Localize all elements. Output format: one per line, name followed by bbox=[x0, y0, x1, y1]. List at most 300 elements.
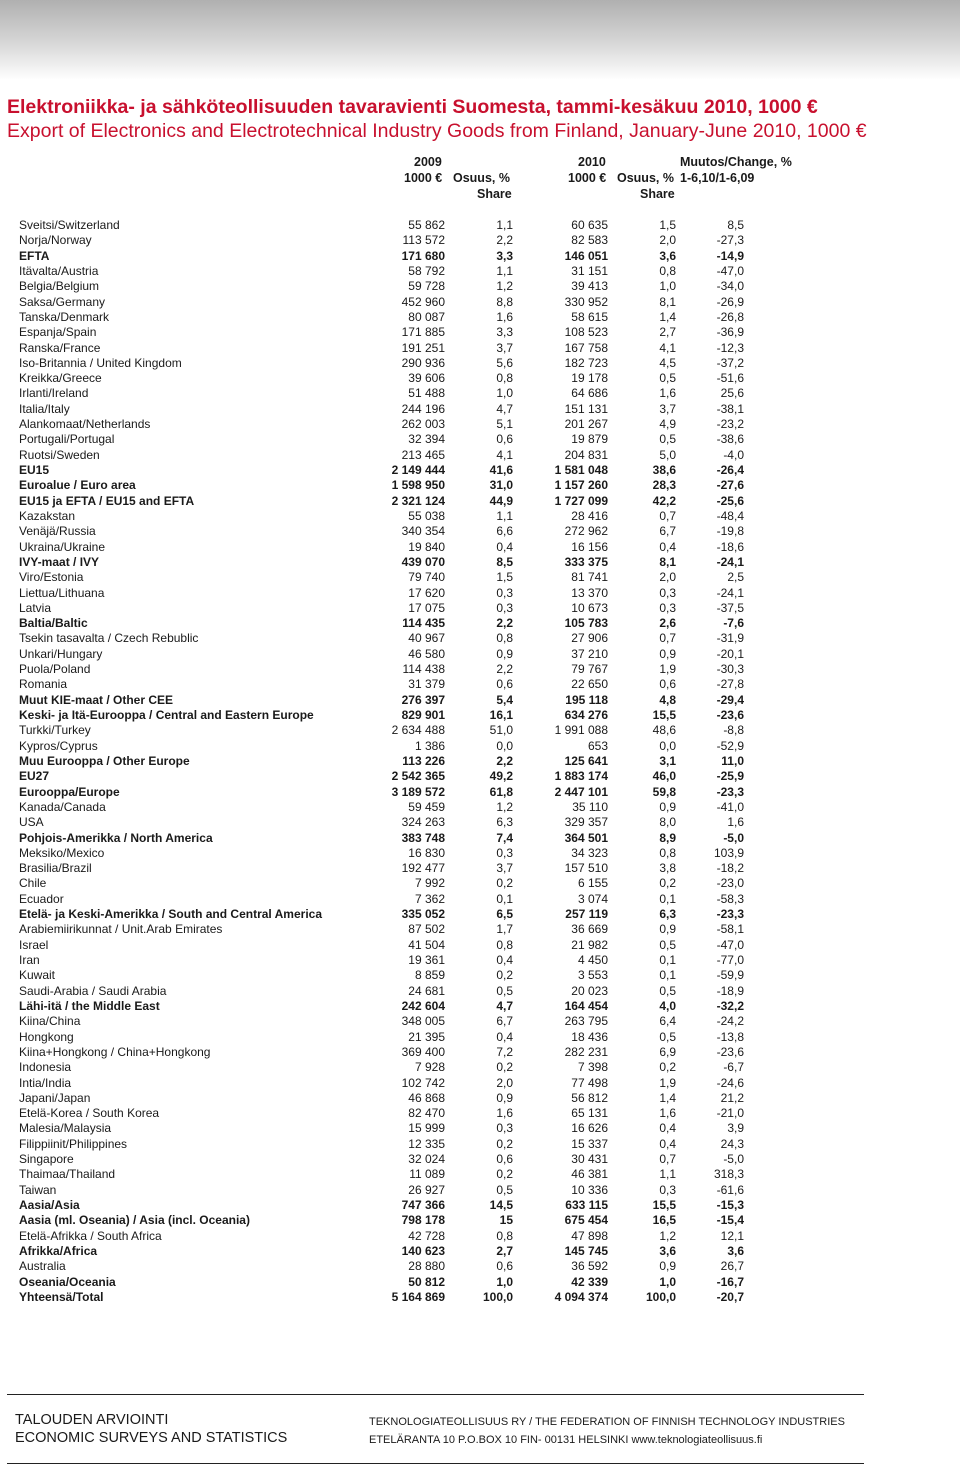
country-name: Venäjä/Russia bbox=[19, 524, 96, 539]
change-percent: 8,5 bbox=[727, 218, 744, 232]
table-row bbox=[0, 1167, 960, 1182]
change-percent: 318,3 bbox=[713, 1167, 744, 1182]
table-row bbox=[0, 1213, 960, 1228]
change-percent: -37,2 bbox=[716, 355, 744, 370]
country-name: Sveitsi/Switzerland bbox=[19, 218, 120, 232]
value-2009: 79 740 bbox=[408, 570, 445, 585]
share-2009: 44,9 bbox=[489, 493, 513, 508]
table-row bbox=[0, 1183, 960, 1198]
value-2009: 242 604 bbox=[401, 998, 445, 1013]
value-2010: 19 879 bbox=[571, 432, 608, 447]
share-2010: 3,8 bbox=[659, 861, 676, 876]
share-2009: 6,5 bbox=[496, 907, 513, 922]
share-2009: 0,2 bbox=[496, 1060, 513, 1075]
country-name: Tsekin tasavalta / Czech Rebublic bbox=[19, 631, 199, 646]
value-2009: 24 681 bbox=[408, 983, 445, 998]
share-2009: 15 bbox=[499, 1213, 513, 1228]
country-name: Taiwan bbox=[19, 1182, 57, 1197]
table-row bbox=[0, 356, 960, 371]
value-2009: 39 606 bbox=[408, 371, 445, 386]
header-share-fi-2009: Osuus, % bbox=[453, 171, 510, 185]
change-percent: 1,6 bbox=[727, 815, 744, 830]
value-2009: 7 992 bbox=[414, 876, 445, 891]
value-2010: 3 553 bbox=[577, 968, 608, 983]
value-2010: 201 267 bbox=[564, 417, 608, 432]
share-2010: 1,6 bbox=[659, 1106, 676, 1121]
table-row bbox=[0, 1137, 960, 1152]
footer-dept-en: ECONOMIC SURVEYS AND STATISTICS bbox=[15, 1430, 288, 1446]
country-name: Kanada/Canada bbox=[19, 799, 106, 814]
table-row bbox=[0, 1244, 960, 1259]
share-2009: 0,4 bbox=[496, 539, 513, 554]
table-row bbox=[0, 341, 960, 356]
share-2010: 0,6 bbox=[659, 677, 676, 692]
share-2010: 0,5 bbox=[659, 937, 676, 952]
country-name: Intia/India bbox=[19, 1075, 72, 1090]
share-2009: 6,6 bbox=[496, 524, 513, 539]
table-row bbox=[0, 769, 960, 784]
table-row bbox=[0, 601, 960, 616]
share-2010: 1,5 bbox=[659, 218, 676, 232]
document-titles bbox=[7, 95, 867, 143]
country-name: Lähi-itä / the Middle East bbox=[19, 998, 160, 1013]
share-2009: 51,0 bbox=[489, 723, 513, 738]
change-percent: -18,2 bbox=[716, 861, 744, 876]
change-percent: -48,4 bbox=[716, 508, 744, 523]
table-row bbox=[0, 478, 960, 493]
change-percent: -14,9 bbox=[716, 248, 744, 263]
share-2010: 100,0 bbox=[645, 1289, 676, 1304]
value-2010: 653 bbox=[587, 738, 608, 753]
country-name: USA bbox=[19, 815, 44, 830]
share-2009: 0,2 bbox=[496, 1136, 513, 1151]
value-2009: 50 812 bbox=[408, 1274, 445, 1289]
share-2010: 6,4 bbox=[659, 1014, 676, 1029]
value-2010: 16 156 bbox=[571, 539, 608, 554]
value-2010: 151 131 bbox=[564, 401, 608, 416]
country-name: Irlanti/Ireland bbox=[19, 386, 89, 401]
change-percent: -21,0 bbox=[716, 1106, 744, 1121]
share-2009: 4,1 bbox=[496, 447, 513, 462]
share-2009: 4,7 bbox=[496, 998, 513, 1013]
share-2010: 0,2 bbox=[659, 1060, 676, 1075]
table-row bbox=[0, 754, 960, 769]
share-2010: 0,5 bbox=[659, 1029, 676, 1044]
table-row bbox=[0, 677, 960, 692]
change-percent: -26,9 bbox=[716, 294, 744, 309]
table-row bbox=[0, 555, 960, 570]
share-2010: 2,6 bbox=[659, 616, 676, 631]
value-2009: 55 862 bbox=[408, 218, 445, 232]
table-row bbox=[0, 218, 960, 233]
share-2010: 4,0 bbox=[659, 998, 676, 1013]
table-row bbox=[0, 631, 960, 646]
change-percent: -59,9 bbox=[716, 968, 744, 983]
value-2010: 1 157 260 bbox=[554, 478, 608, 493]
value-2010: 329 357 bbox=[564, 815, 608, 830]
value-2009: 17 075 bbox=[408, 600, 445, 615]
country-name: Alankomaat/Netherlands bbox=[19, 417, 151, 432]
value-2009: 17 620 bbox=[408, 585, 445, 600]
value-2010: 37 210 bbox=[571, 646, 608, 661]
country-name: Ecuador bbox=[19, 891, 64, 906]
change-percent: -12,3 bbox=[716, 340, 744, 355]
share-2009: 3,3 bbox=[496, 248, 513, 263]
footer-left bbox=[15, 1411, 287, 1447]
value-2010: 1 727 099 bbox=[554, 493, 608, 508]
share-2009: 41,6 bbox=[489, 463, 513, 477]
country-name: Keski- ja Itä-Eurooppa / Central and Eastern Europe bbox=[19, 708, 314, 722]
country-name: Israel bbox=[19, 937, 49, 952]
value-2009: 55 038 bbox=[408, 508, 445, 523]
change-percent: -51,6 bbox=[716, 371, 744, 386]
change-percent: -25,9 bbox=[716, 769, 744, 784]
share-2010: 15,5 bbox=[652, 1198, 676, 1212]
share-2010: 0,1 bbox=[659, 968, 676, 983]
table-row bbox=[0, 953, 960, 968]
value-2009: 2 149 444 bbox=[391, 463, 445, 477]
share-2009: 31,0 bbox=[489, 478, 513, 493]
value-2010: 4 094 374 bbox=[554, 1289, 608, 1304]
share-2010: 6,9 bbox=[659, 1044, 676, 1059]
share-2009: 1,0 bbox=[496, 386, 513, 401]
change-percent: -26,8 bbox=[716, 309, 744, 324]
value-2010: 16 626 bbox=[571, 1121, 608, 1136]
value-2009: 383 748 bbox=[401, 830, 445, 845]
country-name: Romania bbox=[19, 677, 68, 692]
country-name: Ukraina/Ukraine bbox=[19, 539, 106, 554]
value-2010: 79 767 bbox=[571, 662, 608, 677]
change-percent: -6,7 bbox=[723, 1060, 744, 1075]
country-name: Arabiemiirikunnat / Unit.Arab Emirates bbox=[19, 922, 223, 937]
country-name: Afrikka/Africa bbox=[19, 1243, 98, 1258]
share-2010: 38,6 bbox=[652, 463, 676, 477]
table-row bbox=[0, 708, 960, 723]
share-2010: 3,7 bbox=[659, 401, 676, 416]
share-2010: 0,3 bbox=[659, 600, 676, 615]
change-percent: -47,0 bbox=[716, 263, 744, 278]
table-row bbox=[0, 815, 960, 830]
table-row bbox=[0, 1106, 960, 1121]
share-2010: 0,8 bbox=[659, 845, 676, 860]
change-percent: -23,6 bbox=[716, 708, 744, 722]
share-2010: 1,1 bbox=[659, 1167, 676, 1182]
change-percent: -23,6 bbox=[716, 1044, 744, 1059]
table-row bbox=[0, 723, 960, 738]
value-2010: 146 051 bbox=[564, 248, 608, 263]
value-2009: 340 354 bbox=[401, 524, 445, 539]
table-row bbox=[0, 448, 960, 463]
country-name: Viro/Estonia bbox=[19, 570, 84, 585]
table-row bbox=[0, 1275, 960, 1290]
share-2009: 8,8 bbox=[496, 294, 513, 309]
change-percent: -23,3 bbox=[716, 907, 744, 922]
share-2010: 0,9 bbox=[659, 1259, 676, 1274]
value-2009: 439 070 bbox=[401, 554, 445, 569]
value-2009: 28 880 bbox=[408, 1259, 445, 1274]
change-percent: -25,6 bbox=[716, 493, 744, 508]
value-2009: 41 504 bbox=[408, 937, 445, 952]
country-name: Singapore bbox=[19, 1152, 74, 1167]
share-2010: 28,3 bbox=[652, 478, 676, 493]
country-name: Aasia (ml. Oseania) / Asia (incl. Oceania) bbox=[19, 1213, 250, 1228]
value-2009: 140 623 bbox=[401, 1243, 445, 1258]
value-2010: 31 151 bbox=[571, 263, 608, 278]
change-percent: -30,3 bbox=[716, 662, 744, 677]
table-row bbox=[0, 907, 960, 922]
value-2010: 125 641 bbox=[564, 753, 608, 768]
table-row bbox=[0, 1014, 960, 1029]
change-percent: -23,3 bbox=[716, 784, 744, 799]
table-row bbox=[0, 1060, 960, 1075]
value-2010: 35 110 bbox=[572, 799, 608, 814]
share-2009: 2,2 bbox=[496, 662, 513, 677]
country-name: Kiina+Hongkong / China+Hongkong bbox=[19, 1044, 211, 1059]
value-2010: 272 962 bbox=[564, 524, 608, 539]
share-2010: 0,9 bbox=[659, 799, 676, 814]
value-2010: 4 450 bbox=[577, 953, 608, 967]
share-2010: 2,7 bbox=[659, 325, 676, 340]
table-row bbox=[0, 494, 960, 509]
country-name: EU15 bbox=[19, 463, 50, 477]
share-2009: 61,8 bbox=[489, 784, 513, 799]
share-2010: 0,2 bbox=[659, 876, 676, 891]
table-row bbox=[0, 1290, 960, 1305]
country-name: Meksiko/Mexico bbox=[19, 845, 105, 860]
share-2010: 3,1 bbox=[659, 753, 676, 768]
value-2009: 87 502 bbox=[408, 922, 445, 937]
share-2009: 8,5 bbox=[496, 554, 513, 569]
share-2009: 5,4 bbox=[496, 692, 513, 707]
country-name: Latvia bbox=[19, 600, 52, 615]
table-row bbox=[0, 509, 960, 524]
value-2009: 58 792 bbox=[408, 263, 445, 278]
value-2009: 2 321 124 bbox=[391, 493, 445, 508]
value-2009: 12 335 bbox=[408, 1136, 445, 1151]
share-2010: 0,7 bbox=[659, 631, 676, 646]
share-2010: 42,2 bbox=[652, 493, 676, 508]
value-2010: 58 615 bbox=[571, 309, 608, 324]
value-2010: 108 523 bbox=[564, 325, 608, 340]
share-2009: 1,1 bbox=[496, 508, 513, 523]
share-2009: 1,1 bbox=[496, 263, 513, 278]
footer-address: ETELÄRANTA 10 P.O.BOX 10 FIN- 00131 HELSINKI www.teknologiateollisuus.fi bbox=[369, 1434, 763, 1446]
table-row bbox=[0, 1198, 960, 1213]
share-2009: 4,7 bbox=[496, 401, 513, 416]
country-name: Kypros/Cyprus bbox=[19, 738, 98, 753]
value-2009: 114 435 bbox=[402, 616, 445, 631]
value-2009: 32 394 bbox=[408, 432, 445, 447]
value-2010: 257 119 bbox=[565, 907, 608, 922]
change-percent: -26,4 bbox=[716, 463, 744, 477]
change-percent: -58,3 bbox=[716, 891, 744, 906]
share-2009: 1,1 bbox=[496, 218, 513, 232]
value-2010: 263 795 bbox=[564, 1014, 608, 1029]
value-2009: 59 728 bbox=[408, 279, 445, 294]
share-2010: 1,4 bbox=[659, 1090, 676, 1105]
table-row bbox=[0, 1121, 960, 1136]
title-finnish: Elektroniikka- ja sähköteollisuuden tavaravienti Suomesta, tammi-kesäkuu 2010, 1000 € bbox=[7, 96, 818, 118]
change-percent: -5,0 bbox=[723, 830, 744, 845]
country-name: Euroalue / Euro area bbox=[19, 478, 136, 493]
share-2009: 0,1 bbox=[496, 891, 513, 906]
change-percent: -18,9 bbox=[716, 983, 744, 998]
value-2010: 1 883 174 bbox=[554, 769, 608, 784]
share-2010: 0,7 bbox=[659, 1152, 676, 1167]
change-percent: -16,7 bbox=[716, 1274, 744, 1289]
share-2009: 1,6 bbox=[496, 309, 513, 324]
header-period: 1-6,10/1-6,09 bbox=[680, 171, 755, 185]
change-percent: 26,7 bbox=[720, 1259, 744, 1274]
value-2010: 634 276 bbox=[564, 708, 608, 722]
share-2009: 0,4 bbox=[496, 1029, 513, 1044]
share-2010: 8,0 bbox=[659, 815, 676, 830]
table-row bbox=[0, 861, 960, 876]
table-row bbox=[0, 310, 960, 325]
change-percent: 21,2 bbox=[720, 1090, 744, 1105]
change-percent: -36,9 bbox=[716, 325, 744, 340]
table-row bbox=[0, 264, 960, 279]
value-2009: 15 999 bbox=[408, 1121, 445, 1136]
country-name: Malesia/Malaysia bbox=[19, 1121, 112, 1136]
value-2010: 164 454 bbox=[564, 998, 608, 1013]
share-2009: 2,2 bbox=[496, 753, 513, 768]
country-name: Saksa/Germany bbox=[19, 294, 106, 309]
share-2009: 0,6 bbox=[496, 1152, 513, 1167]
table-row bbox=[0, 892, 960, 907]
table-row bbox=[0, 1152, 960, 1167]
share-2010: 6,7 bbox=[659, 524, 676, 539]
share-2009: 2,0 bbox=[496, 1075, 513, 1090]
value-2009: 26 927 bbox=[408, 1182, 445, 1197]
header-change: Muutos/Change, % bbox=[680, 155, 792, 169]
value-2009: 8 859 bbox=[414, 968, 445, 983]
value-2010: 2 447 101 bbox=[554, 784, 608, 799]
country-name: Norja/Norway bbox=[19, 233, 92, 248]
change-percent: -15,4 bbox=[716, 1213, 744, 1228]
value-2010: 36 592 bbox=[571, 1259, 608, 1274]
change-percent: -13,8 bbox=[716, 1029, 744, 1044]
value-2010: 282 231 bbox=[564, 1044, 608, 1059]
share-2010: 0,5 bbox=[659, 432, 676, 447]
value-2010: 19 178 bbox=[571, 371, 608, 386]
value-2009: 80 087 bbox=[408, 309, 445, 324]
share-2009: 5,6 bbox=[496, 355, 513, 370]
country-name: Italia/Italy bbox=[19, 401, 70, 416]
table-row bbox=[0, 432, 960, 447]
share-2009: 1,5 bbox=[496, 570, 513, 585]
value-2009: 7 362 bbox=[414, 891, 445, 906]
page-footer bbox=[7, 1394, 864, 1464]
change-percent: -24,1 bbox=[716, 554, 744, 569]
share-2009: 3,7 bbox=[496, 861, 513, 876]
table-row bbox=[0, 616, 960, 631]
country-name: Eurooppa/Europe bbox=[19, 784, 120, 799]
value-2010: 13 370 bbox=[571, 585, 608, 600]
country-name: Tanska/Denmark bbox=[19, 309, 110, 324]
change-percent: 24,3 bbox=[720, 1136, 744, 1151]
value-2009: 171 885 bbox=[401, 325, 445, 340]
country-name: Chile bbox=[19, 876, 47, 891]
value-2010: 157 510 bbox=[564, 861, 608, 876]
share-2010: 8,1 bbox=[659, 294, 676, 309]
header-year-2010: 2010 bbox=[578, 155, 606, 169]
value-2010: 10 673 bbox=[571, 600, 608, 615]
value-2009: 1 598 950 bbox=[391, 478, 445, 493]
value-2009: 32 024 bbox=[408, 1152, 445, 1167]
share-2009: 7,2 bbox=[496, 1044, 513, 1059]
change-percent: -18,6 bbox=[716, 539, 744, 554]
share-2010: 0,4 bbox=[659, 1121, 676, 1136]
value-2009: 2 542 365 bbox=[391, 769, 445, 784]
share-2010: 1,2 bbox=[659, 1228, 676, 1243]
value-2010: 56 812 bbox=[571, 1090, 608, 1105]
share-2009: 0,8 bbox=[496, 1228, 513, 1243]
country-name: Belgia/Belgium bbox=[19, 279, 100, 294]
title-english: Export of Electronics and Electrotechnical Industry Goods from Finland, January-June 2010, 1000 € bbox=[7, 120, 867, 142]
share-2010: 1,9 bbox=[659, 662, 676, 677]
table-row bbox=[0, 984, 960, 999]
value-2009: 114 438 bbox=[402, 662, 445, 677]
country-name: Baltia/Baltic bbox=[19, 616, 88, 631]
value-2010: 105 783 bbox=[564, 616, 608, 631]
header-share-fi-2010: Osuus, % bbox=[617, 171, 674, 185]
change-percent: -23,0 bbox=[716, 876, 744, 891]
country-name: Iran bbox=[19, 953, 40, 967]
change-percent: -31,9 bbox=[716, 631, 744, 646]
share-2009: 1,7 bbox=[496, 922, 513, 937]
value-2010: 82 583 bbox=[571, 233, 608, 248]
value-2010: 330 952 bbox=[564, 294, 608, 309]
country-name: Muut KIE-maat / Other CEE bbox=[19, 692, 174, 707]
change-percent: -4,0 bbox=[723, 447, 744, 462]
table-row bbox=[0, 402, 960, 417]
export-table-body bbox=[0, 218, 960, 1305]
country-name: Filippiinit/Philippines bbox=[19, 1136, 128, 1151]
table-row bbox=[0, 739, 960, 754]
value-2010: 34 323 bbox=[571, 845, 608, 860]
share-2009: 0,2 bbox=[496, 876, 513, 891]
value-2009: 324 263 bbox=[401, 815, 445, 830]
share-2009: 0,0 bbox=[496, 738, 513, 753]
value-2010: 30 431 bbox=[571, 1152, 608, 1167]
change-percent: -20,1 bbox=[716, 646, 744, 661]
share-2010: 1,6 bbox=[659, 386, 676, 401]
country-name: Unkari/Hungary bbox=[19, 646, 103, 661]
table-row bbox=[0, 922, 960, 937]
value-2010: 60 635 bbox=[571, 218, 608, 232]
change-percent: -29,4 bbox=[716, 692, 744, 707]
share-2010: 1,9 bbox=[659, 1075, 676, 1090]
country-name: Kiina/China bbox=[19, 1014, 81, 1029]
value-2009: 113 226 bbox=[402, 753, 445, 768]
share-2010: 0,4 bbox=[659, 539, 676, 554]
country-name: Etelä- ja Keski-Amerikka / South and Central America bbox=[19, 907, 322, 922]
country-name: Kuwait bbox=[19, 968, 56, 983]
change-percent: -20,7 bbox=[716, 1289, 744, 1304]
value-2010: 46 381 bbox=[571, 1167, 608, 1182]
value-2009: 7 928 bbox=[414, 1060, 445, 1075]
share-2010: 0,1 bbox=[659, 953, 676, 967]
change-percent: -24,2 bbox=[716, 1014, 744, 1029]
share-2010: 0,4 bbox=[659, 1136, 676, 1151]
share-2010: 4,8 bbox=[659, 692, 676, 707]
value-2010: 675 454 bbox=[564, 1213, 608, 1228]
value-2010: 1 991 088 bbox=[554, 723, 608, 738]
share-2009: 2,7 bbox=[496, 1243, 513, 1258]
value-2009: 171 680 bbox=[401, 248, 445, 263]
value-2010: 3 074 bbox=[577, 891, 608, 906]
